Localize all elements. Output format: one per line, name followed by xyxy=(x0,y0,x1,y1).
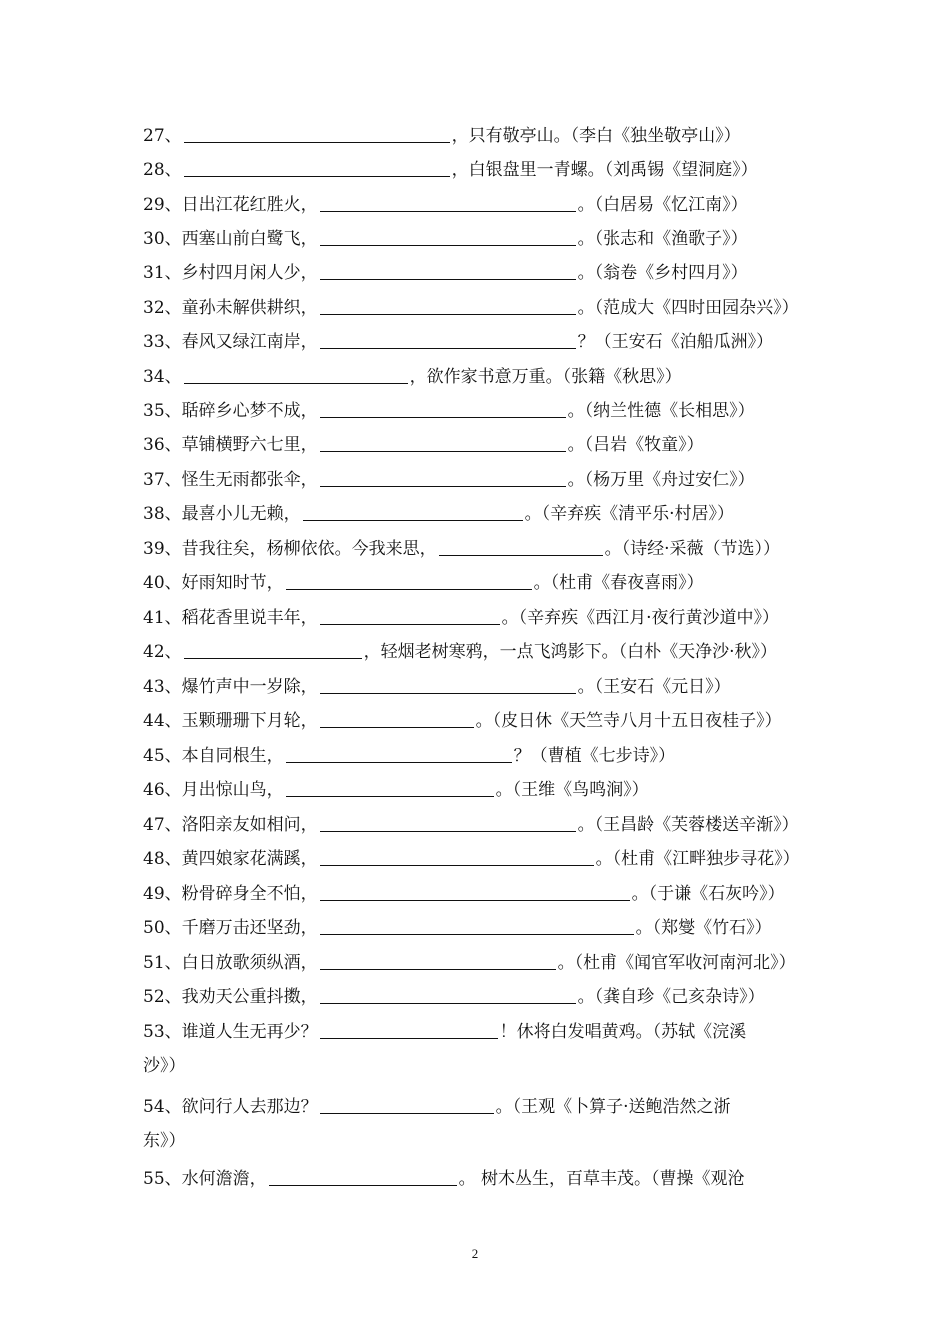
question-suffix: 。（王维《鸟鸣涧》） xyxy=(495,780,649,800)
answer-blank[interactable] xyxy=(184,638,362,659)
question-suffix: 。（杜甫《闻官军收河南河北》） xyxy=(557,953,796,973)
answer-blank[interactable] xyxy=(184,122,450,143)
question-prefix: 谁道人生无再少？ xyxy=(181,1022,318,1042)
question-number: 42、 xyxy=(143,642,182,662)
answer-blank[interactable] xyxy=(320,949,556,970)
question-line xyxy=(143,222,808,256)
question-line xyxy=(143,601,808,635)
question-prefix: 我劝天公重抖擞， xyxy=(181,987,318,1007)
question-number: 49、 xyxy=(143,884,182,904)
question-prefix: 本自同根生， xyxy=(181,746,284,766)
question-suffix: 。（诗经·采薇（节选）） xyxy=(604,539,781,559)
question-prefix: 月出惊山鸟， xyxy=(181,780,284,800)
question-number: 50、 xyxy=(143,918,182,938)
question-number: 39、 xyxy=(143,539,182,559)
question-suffix: 。（杨万里《舟过安仁》） xyxy=(567,470,755,490)
question-line xyxy=(143,1049,808,1083)
question-suffix: 。（郑燮《竹石》） xyxy=(635,918,772,938)
answer-blank[interactable] xyxy=(439,535,603,556)
question-prefix: 最喜小儿无赖， xyxy=(181,504,301,524)
answer-blank[interactable] xyxy=(320,604,500,625)
question-line xyxy=(143,497,808,531)
question-suffix: 。（王安石《元日》） xyxy=(577,677,731,697)
question-prefix: 沙》） xyxy=(143,1056,186,1076)
answer-blank[interactable] xyxy=(320,259,576,280)
question-line xyxy=(143,532,808,566)
question-suffix: 。（杜甫《春夜喜雨》） xyxy=(533,573,704,593)
question-line xyxy=(143,428,808,462)
question-suffix: 。（翁卷《乡村四月》） xyxy=(577,263,748,283)
answer-blank[interactable] xyxy=(320,1018,498,1039)
question-prefix: 洛阳亲友如相问， xyxy=(181,815,318,835)
question-prefix: 怪生无雨都张伞， xyxy=(181,470,318,490)
answer-blank[interactable] xyxy=(320,1093,494,1114)
question-prefix: 欲问行人去那边？ xyxy=(181,1097,318,1117)
question-line xyxy=(143,325,808,359)
answer-blank[interactable] xyxy=(320,811,576,832)
question-line xyxy=(143,808,808,842)
question-line xyxy=(143,739,808,773)
question-suffix: 。（白居易《忆江南》） xyxy=(577,195,748,215)
question-prefix: 好雨知时节， xyxy=(181,573,284,593)
question-line xyxy=(143,842,808,876)
answer-blank[interactable] xyxy=(269,1165,457,1186)
question-line xyxy=(143,360,808,394)
question-suffix: 。（吕岩《牧童》） xyxy=(567,435,704,455)
question-suffix: 。（皮日休《天竺寺八月十五日夜桂子》） xyxy=(475,711,782,731)
answer-blank[interactable] xyxy=(320,983,576,1004)
question-line xyxy=(143,1162,808,1196)
answer-blank[interactable] xyxy=(320,845,594,866)
question-number: 54、 xyxy=(143,1097,182,1117)
question-line xyxy=(143,773,808,807)
question-prefix: 玉颗珊珊下月轮， xyxy=(181,711,318,731)
question-number: 32、 xyxy=(143,298,182,318)
question-suffix: 。（辛弃疾《清平乐·村居》） xyxy=(524,504,735,524)
answer-blank[interactable] xyxy=(320,431,566,452)
question-prefix: 稻花香里说丰年， xyxy=(181,608,318,628)
question-suffix: 。（张志和《渔歌子》） xyxy=(577,229,748,249)
answer-blank[interactable] xyxy=(320,397,566,418)
question-line xyxy=(143,1015,808,1049)
question-prefix: 日出江花红胜火， xyxy=(181,195,318,215)
question-line xyxy=(143,463,808,497)
question-number: 37、 xyxy=(143,470,182,490)
question-suffix: 。（于谦《石灰吟》） xyxy=(631,884,785,904)
question-prefix: 乡村四月闲人少， xyxy=(181,263,318,283)
question-prefix: 千磨万击还坚劲， xyxy=(181,918,318,938)
question-prefix: 西塞山前白鹭飞， xyxy=(181,229,318,249)
question-suffix: 。（龚自珍《己亥杂诗》） xyxy=(577,987,765,1007)
answer-blank[interactable] xyxy=(320,673,576,694)
question-suffix: ，只有敬亭山。（李白《独坐敬亭山》） xyxy=(451,126,741,146)
question-number: 28、 xyxy=(143,160,182,180)
question-number: 40、 xyxy=(143,573,182,593)
page-number: 2 xyxy=(471,1246,479,1261)
question-suffix: ，轻烟老树寒鸦，一点飞鸿影下。（白朴《天净沙·秋》） xyxy=(363,642,778,662)
question-prefix: 童孙未解供耕织， xyxy=(181,298,318,318)
question-number: 31、 xyxy=(143,263,182,283)
question-number: 41、 xyxy=(143,608,182,628)
answer-blank[interactable] xyxy=(320,466,566,487)
question-suffix: 。（范成大《四时田园杂兴》） xyxy=(577,298,799,318)
question-number: 29、 xyxy=(143,195,182,215)
question-number: 27、 xyxy=(143,126,182,146)
question-prefix: 白日放歌须纵酒， xyxy=(181,953,318,973)
question-line xyxy=(143,980,808,1014)
answer-blank[interactable] xyxy=(184,363,408,384)
question-line xyxy=(143,1124,808,1158)
question-number: 47、 xyxy=(143,815,182,835)
question-prefix: 爆竹声中一岁除， xyxy=(181,677,318,697)
question-line xyxy=(143,1090,808,1124)
question-suffix: 。 树木丛生，百草丰茂。（曹操《观沧 xyxy=(458,1169,745,1189)
question-line xyxy=(143,946,808,980)
question-number: 30、 xyxy=(143,229,182,249)
question-line xyxy=(143,704,808,738)
answer-blank[interactable] xyxy=(303,500,523,521)
question-line xyxy=(143,877,808,911)
question-number: 43、 xyxy=(143,677,182,697)
question-suffix: ？（曹植《七步诗》） xyxy=(513,746,676,766)
question-prefix: 昔我往矣，杨柳依依。今我来思， xyxy=(181,539,437,559)
question-prefix: 黄四娘家花满蹊， xyxy=(181,849,318,869)
question-number: 48、 xyxy=(143,849,182,869)
question-prefix: 粉骨碎身全不怕， xyxy=(181,884,318,904)
question-number: 53、 xyxy=(143,1022,182,1042)
answer-blank[interactable] xyxy=(320,880,630,901)
question-suffix: 。（辛弃疾《西江月·夜行黄沙道中》） xyxy=(501,608,780,628)
question-line xyxy=(143,188,808,222)
question-line xyxy=(143,566,808,600)
answer-blank[interactable] xyxy=(320,328,576,349)
question-suffix: 。（杜甫《江畔独步寻花》） xyxy=(595,849,800,869)
question-number: 38、 xyxy=(143,504,182,524)
question-number: 44、 xyxy=(143,711,182,731)
question-suffix: 。（纳兰性德《长相思》） xyxy=(567,401,755,421)
question-prefix: 东》） xyxy=(143,1131,186,1151)
question-prefix: 春风又绿江南岸， xyxy=(181,332,318,352)
answer-blank[interactable] xyxy=(320,707,474,728)
question-suffix: ！休将白发唱黄鸡。（苏轼《浣溪 xyxy=(499,1022,747,1042)
question-number: 52、 xyxy=(143,987,182,1007)
answer-blank[interactable] xyxy=(320,225,576,246)
question-suffix: ？（王安石《泊船瓜洲》） xyxy=(577,332,774,352)
question-suffix: 。（王昌龄《芙蓉楼送辛渐》） xyxy=(577,815,799,835)
question-suffix: 。（王观《卜算子·送鲍浩然之浙 xyxy=(495,1097,731,1117)
answer-blank[interactable] xyxy=(286,776,494,797)
question-number: 33、 xyxy=(143,332,182,352)
question-line xyxy=(143,911,808,945)
answer-blank[interactable] xyxy=(320,914,634,935)
question-number: 51、 xyxy=(143,953,182,973)
question-line xyxy=(143,670,808,704)
question-line xyxy=(143,291,808,325)
question-line xyxy=(143,119,808,153)
question-number: 35、 xyxy=(143,401,182,421)
question-line xyxy=(143,394,808,428)
question-line xyxy=(143,635,808,669)
question-number: 36、 xyxy=(143,435,182,455)
question-number: 46、 xyxy=(143,780,182,800)
question-prefix: 水何澹澹， xyxy=(181,1169,267,1189)
question-line xyxy=(143,256,808,290)
question-number: 34、 xyxy=(143,367,182,387)
question-suffix: ，欲作家书意万重。（张籍《秋思》） xyxy=(409,367,682,387)
answer-blank[interactable] xyxy=(184,156,450,177)
question-number: 45、 xyxy=(143,746,182,766)
answer-blank[interactable] xyxy=(286,569,532,590)
question-line xyxy=(143,153,808,187)
question-number: 55、 xyxy=(143,1169,182,1189)
answer-blank[interactable] xyxy=(286,742,512,763)
question-prefix: 草铺横野六七里， xyxy=(181,435,318,455)
question-suffix: ，白银盘里一青螺。（刘禹锡《望洞庭》） xyxy=(451,160,758,180)
answer-blank[interactable] xyxy=(320,294,576,315)
answer-blank[interactable] xyxy=(320,191,576,212)
question-prefix: 聒碎乡心梦不成， xyxy=(181,401,318,421)
